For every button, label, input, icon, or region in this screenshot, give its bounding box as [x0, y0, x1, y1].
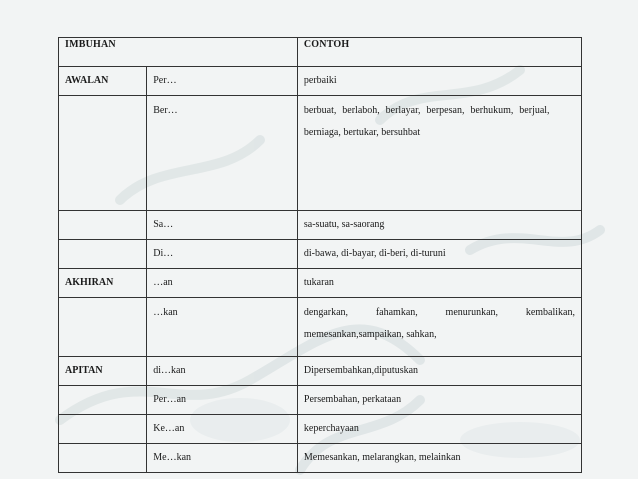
example-cell: [297, 96, 581, 211]
table-row: [59, 96, 582, 211]
example-line: memesankan,sampaikan, sahkan,: [303, 329, 437, 340]
table-row: [59, 415, 582, 444]
affix-cell: Me…kan: [147, 444, 298, 473]
example-cell: perbaiki: [297, 67, 581, 96]
table-row: [59, 357, 582, 386]
table-row: [59, 211, 582, 240]
example-cell: [297, 298, 581, 357]
table-row: [59, 386, 582, 415]
imbuhan-table: [58, 37, 582, 473]
table-row: [59, 67, 582, 96]
table-row: [59, 298, 582, 357]
group-empty-cell: [59, 386, 147, 415]
example-word: menurunkan,: [445, 307, 499, 318]
affix-cell: Sa…: [147, 211, 298, 240]
affix-cell: Di…: [147, 240, 298, 269]
example-cell: tukaran: [297, 269, 581, 298]
header-imbuhan: IMBUHAN: [59, 38, 298, 67]
example-line: [304, 306, 575, 320]
example-cell: Dipersembahkan,diputuskan: [297, 357, 581, 386]
example-word: fahamkan,: [375, 307, 418, 318]
example-cell: Persembahan, perkataan: [297, 386, 581, 415]
table-row: [59, 269, 582, 298]
table-row: [59, 240, 582, 269]
affix-cell: Per…: [147, 67, 298, 96]
group-empty-cell: [59, 444, 147, 473]
example-word: dengarkan,: [303, 307, 349, 318]
example-cell: di-bawa, di-bayar, di-beri, di-turuni: [297, 240, 581, 269]
group-apitan: APITAN: [59, 357, 147, 386]
table-header-row: [59, 38, 582, 67]
example-line: berniaga, bertukar, bersuhbat: [303, 127, 421, 138]
affix-cell: …kan: [147, 298, 298, 357]
table-row: [59, 444, 582, 473]
group-empty-cell: [59, 96, 147, 211]
affix-cell: Ber…: [147, 96, 298, 211]
affix-cell: Per…an: [147, 386, 298, 415]
affix-cell: Ke…an: [147, 415, 298, 444]
group-empty-cell: [59, 415, 147, 444]
group-empty-cell: [59, 240, 147, 269]
group-awalan: AWALAN: [59, 67, 147, 96]
group-empty-cell: [59, 211, 147, 240]
example-line: berbuat, berlaboh, berlayar, berpesan, berhukum, berjual,: [303, 105, 550, 116]
example-cell: Memesankan, melarangkan, melainkan: [297, 444, 581, 473]
header-contoh: CONTOH: [297, 38, 581, 67]
affix-cell: di…kan: [147, 357, 298, 386]
group-akhiran: AKHIRAN: [59, 269, 147, 298]
group-empty-cell: [59, 298, 147, 357]
example-word: kembalikan,: [525, 307, 575, 318]
affix-cell: …an: [147, 269, 298, 298]
example-cell: sa-suatu, sa-saorang: [297, 211, 581, 240]
example-cell: keperchayaan: [297, 415, 581, 444]
